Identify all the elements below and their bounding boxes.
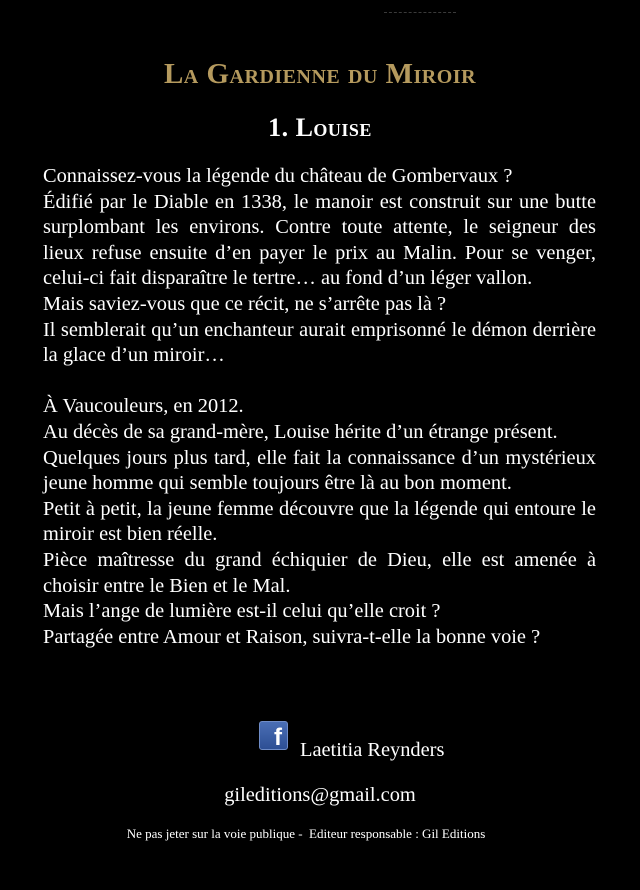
synopsis-paragraph: Quelques jours plus tard, elle fait la connaissance d’un mystérieux jeune homme qui semble toujours être là au bon moment. (43, 446, 596, 495)
top-divider (384, 12, 456, 13)
synopsis-paragraph: Mais l’ange de lumière est-il celui qu’elle croit ? (43, 600, 441, 623)
synopsis-paragraph: Édifié par le Diable en 1338, le manoir est construit sur une butte surplombant les environs. Contre toute attente, le seigneur des lieux refuse ensuite d’en payer le prix au Malin. Pour se venger, celui-ci fait disparaître le tertre… au fond d’un léger vallon. (43, 190, 596, 290)
facebook-icon[interactable]: f (259, 721, 288, 750)
synopsis-paragraph: Partagée entre Amour et Raison, suivra-t-elle la bonne voie ? (43, 625, 541, 648)
legal-footer: Ne pas jeter sur la voie publique - Editeur responsable : Gil Editions (126, 826, 486, 841)
synopsis-paragraph: Petit à petit, la jeune femme découvre que la légende qui entoure le miroir est bien réelle. (43, 497, 596, 546)
author-name: Laetitia Reynders (300, 739, 445, 761)
synopsis-paragraph: Au décès de sa grand-mère, Louise hérite d’un étrange présent. (43, 420, 558, 443)
synopsis-paragraph: À Vaucouleurs, en 2012. (43, 395, 244, 418)
synopsis-paragraph: Pièce maîtresse du grand échiquier de Dieu, elle est amenée à choisir entre le Bien et le Mal. (43, 548, 596, 597)
paragraph-spacer (43, 369, 596, 395)
synopsis-paragraph: Connaissez-vous la légende du château de Gombervaux ? (43, 165, 513, 187)
synopsis (43, 164, 596, 650)
contact-email[interactable]: gileditions@gmail.com (224, 784, 416, 806)
synopsis-paragraph: Il semblerait qu’un enchanteur aurait emprisonné le démon derrière la glace d’un miroir… (43, 318, 596, 367)
chapter-title: 1. Louise (268, 113, 372, 142)
synopsis-paragraph: Mais saviez-vous que ce récit, ne s’arrête pas là ? (43, 292, 447, 315)
book-title: La Gardienne du Miroir (163, 58, 477, 90)
